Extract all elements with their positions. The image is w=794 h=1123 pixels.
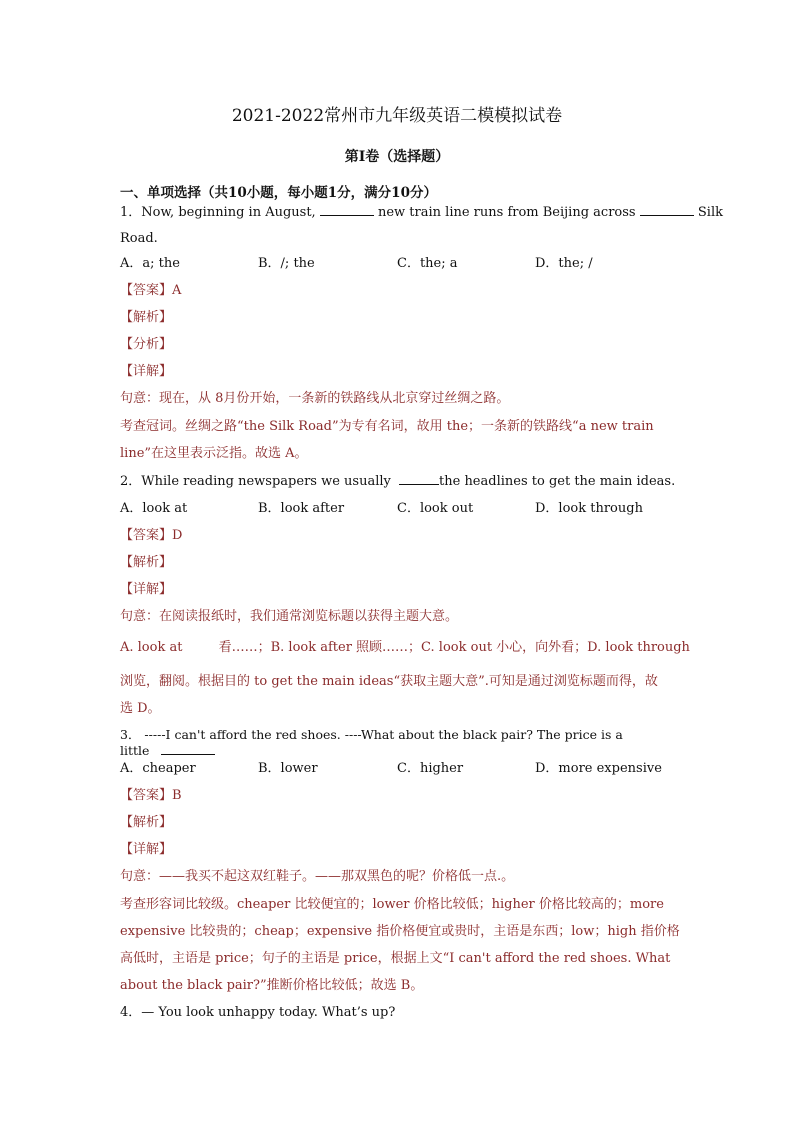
question-3-stem: 3． -----I can't afford the red shoes. ----What about the black pair? The price is a bbox=[120, 727, 623, 742]
q1-meaning: 句意：现在，从 8月份开始，一条新的铁路线从北京穿过丝绸之路。 bbox=[120, 391, 510, 406]
q3-blank bbox=[161, 743, 215, 755]
q1-answer: 【答案】A bbox=[120, 283, 182, 298]
page-subtitle: 第I卷（选择题） bbox=[344, 149, 450, 165]
q2-meaning: 句意：在阅读报纸时，我们通常浏览标题以获得主题大意。 bbox=[120, 609, 459, 624]
question-3-stem-cont bbox=[120, 743, 215, 759]
section-heading: 一、单项选择（共10小题，每小题1分，满分10分） bbox=[120, 185, 437, 201]
q1-xiangjie-label: 【详解】 bbox=[120, 364, 173, 379]
question-1-stem-cont: Road. bbox=[120, 231, 158, 246]
question-4-stem: 4．— You look unhappy today. What’s up? bbox=[120, 1005, 396, 1020]
q1-fenxi-label: 【分析】 bbox=[120, 337, 173, 352]
q2-option-a: A．look at bbox=[120, 501, 188, 516]
q3-option-c: C．higher bbox=[397, 761, 464, 776]
q3-xiangjie-label: 【详解】 bbox=[120, 842, 173, 857]
q3-option-b: B．lower bbox=[258, 761, 318, 776]
q1-option-d: D．the; / bbox=[535, 256, 593, 271]
q1-jiexi-label: 【解析】 bbox=[120, 310, 173, 325]
q1-stem-part-a: 1．Now, beginning in August, bbox=[120, 205, 316, 220]
q1-stem-part-b: new train line runs from Beijing across bbox=[377, 205, 636, 220]
q2-explanation-1b: 看……；B. look after 照顾……；C. look out 小心，向外看；D. look through bbox=[218, 640, 690, 655]
q2-answer: 【答案】D bbox=[120, 528, 183, 543]
q2-explanation-2: 浏览，翻阅。根据目的 to get the main ideas“获取主题大意”.可知是通过浏览标题而得，故 bbox=[120, 674, 658, 689]
q2-blank bbox=[399, 473, 439, 485]
q2-option-b: B．look after bbox=[258, 501, 345, 516]
q1-blank-1 bbox=[320, 204, 374, 216]
q2-option-c: C．look out bbox=[397, 501, 474, 516]
q3-option-a: A．cheaper bbox=[120, 761, 196, 776]
question-1-stem bbox=[120, 204, 723, 221]
q3-explanation-3: 高低时，主语是 price；句子的主语是 price，根据上文“I can't afford the red shoes. What bbox=[120, 951, 671, 966]
q3-explanation-1: 考查形容词比较级。cheaper 比较便宜的；lower 价格比较低；higher 价格比较高的；more bbox=[120, 897, 664, 912]
q3-explanation-4: about the black pair?”推断价格比较低；故选 B。 bbox=[120, 978, 424, 993]
page-title: 2021-2022常州市九年级英语二模模拟试卷 bbox=[231, 106, 563, 126]
q2-stem-part-b: the headlines to get the main ideas. bbox=[439, 474, 676, 489]
q1-option-c: C．the; a bbox=[397, 256, 458, 271]
q2-explanation-1 bbox=[120, 640, 690, 656]
q3-explanation-2: expensive 比较贵的；cheap；expensive 指价格便宜或贵时，主语是东西；low；high 指价格 bbox=[120, 924, 680, 939]
q3-stem-part-b: little bbox=[120, 743, 150, 758]
q1-explanation-2: line”在这里表示泛指。故选 A。 bbox=[120, 446, 308, 461]
q3-answer: 【答案】B bbox=[120, 788, 182, 803]
q1-option-b: B．/; the bbox=[258, 256, 315, 271]
q2-option-d: D．look through bbox=[535, 501, 643, 516]
q3-jiexi-label: 【解析】 bbox=[120, 815, 173, 830]
q3-option-d: D．more expensive bbox=[535, 761, 662, 776]
q1-option-a: A．a; the bbox=[120, 256, 180, 271]
q1-stem-part-c: Silk bbox=[697, 205, 723, 220]
question-2-stem bbox=[120, 473, 675, 490]
q2-explanation-1a: A. look at bbox=[120, 640, 183, 655]
q2-stem-part-a: 2．While reading newspapers we usually bbox=[120, 474, 391, 489]
q2-xiangjie-label: 【详解】 bbox=[120, 582, 173, 597]
q2-explanation-3: 选 D。 bbox=[120, 701, 161, 716]
q2-jiexi-label: 【解析】 bbox=[120, 555, 173, 570]
q1-blank-2 bbox=[640, 204, 694, 216]
q1-explanation-1: 考查冠词。丝绸之路“the Silk Road”为专有名词，故用 the；一条新的铁路线“a new train bbox=[120, 419, 654, 434]
q3-meaning: 句意：——我买不起这双红鞋子。——那双黑色的呢？价格低一点.。 bbox=[120, 869, 515, 884]
